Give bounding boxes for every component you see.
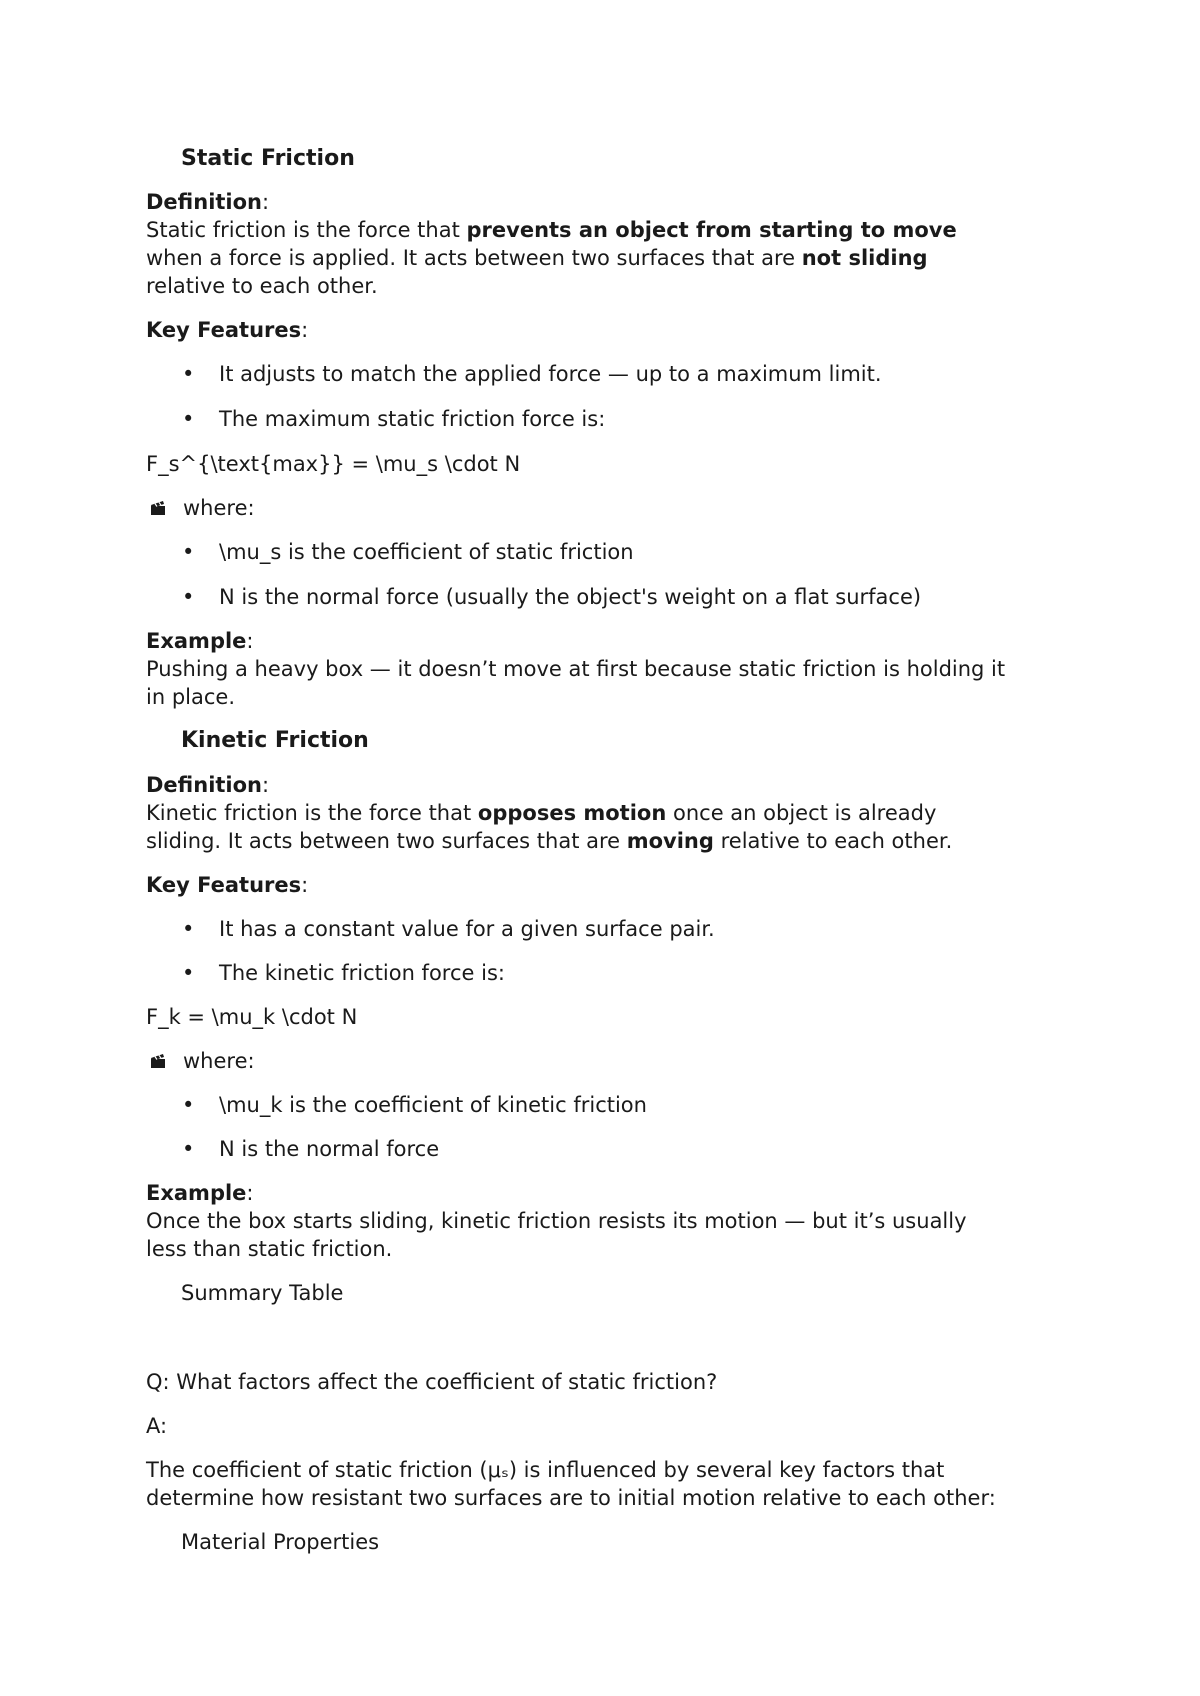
static-friction-heading: Static Friction [181,146,355,171]
static-definition-label: Definition: [146,190,270,214]
kinetic-example-line: Once the box starts sliding, kinetic friction resists its motion — but it’s usually [146,1209,967,1233]
answer-line: The coefficient of static friction (μₛ) is influenced by several key factors that [146,1458,945,1482]
bullet-glyph: • [182,1137,195,1161]
material-properties-heading: Material Properties [181,1530,380,1554]
answer-label: A: [146,1414,168,1438]
static-where-label: where: [183,496,255,520]
kinetic-features-label: Key Features: [146,873,309,897]
kinetic-definition-line: sliding. It acts between two surfaces that are moving relative to each other. [146,829,953,853]
bullet-glyph: • [182,1093,195,1117]
static-where-bullet: \mu_s is the coefficient of static friction [219,540,634,564]
summary-table-heading: Summary Table [181,1281,344,1305]
kinetic-example-line: less than static friction. [146,1237,393,1261]
bullet-glyph: • [182,407,195,431]
static-definition-line: Static friction is the force that prevents an object from starting to move [146,218,957,242]
bullet-glyph: • [182,961,195,985]
clapperboard-icon [150,1053,166,1069]
kinetic-definition-line: Kinetic friction is the force that opposes motion once an object is already [146,801,937,825]
kinetic-formula: F_k = \mu_k \cdot N [146,1005,358,1029]
static-example-line: in place. [146,685,235,709]
static-feature-bullet: The maximum static friction force is: [219,407,606,431]
static-features-label: Key Features: [146,318,309,342]
static-example-label: Example: [146,629,254,653]
static-where-bullet: N is the normal force (usually the object's weight on a flat surface) [219,585,922,609]
kinetic-definition-label: Definition: [146,773,270,797]
bullet-glyph: • [182,917,195,941]
bullet-glyph: • [182,362,195,386]
kinetic-friction-heading: Kinetic Friction [181,728,369,753]
question-text: Q: What factors affect the coefficient of static friction? [146,1370,718,1394]
static-feature-bullet: It adjusts to match the applied force — up to a maximum limit. [219,362,882,386]
kinetic-feature-bullet: It has a constant value for a given surface pair. [219,917,715,941]
bullet-glyph: • [182,585,195,609]
static-formula: F_s^{\text{max}} = \mu_s \cdot N [146,452,521,476]
clapperboard-icon [150,500,166,516]
kinetic-example-label: Example: [146,1181,254,1205]
answer-line: determine how resistant two surfaces are to initial motion relative to each other: [146,1486,996,1510]
kinetic-where-label: where: [183,1049,255,1073]
static-example-line: Pushing a heavy box — it doesn’t move at first because static friction is holding it [146,657,1006,681]
static-definition-line: relative to each other. [146,274,378,298]
static-definition-line: when a force is applied. It acts between two surfaces that are not sliding [146,246,928,270]
kinetic-feature-bullet: The kinetic friction force is: [219,961,505,985]
kinetic-where-bullet: N is the normal force [219,1137,440,1161]
kinetic-where-bullet: \mu_k is the coefficient of kinetic friction [219,1093,647,1117]
bullet-glyph: • [182,540,195,564]
